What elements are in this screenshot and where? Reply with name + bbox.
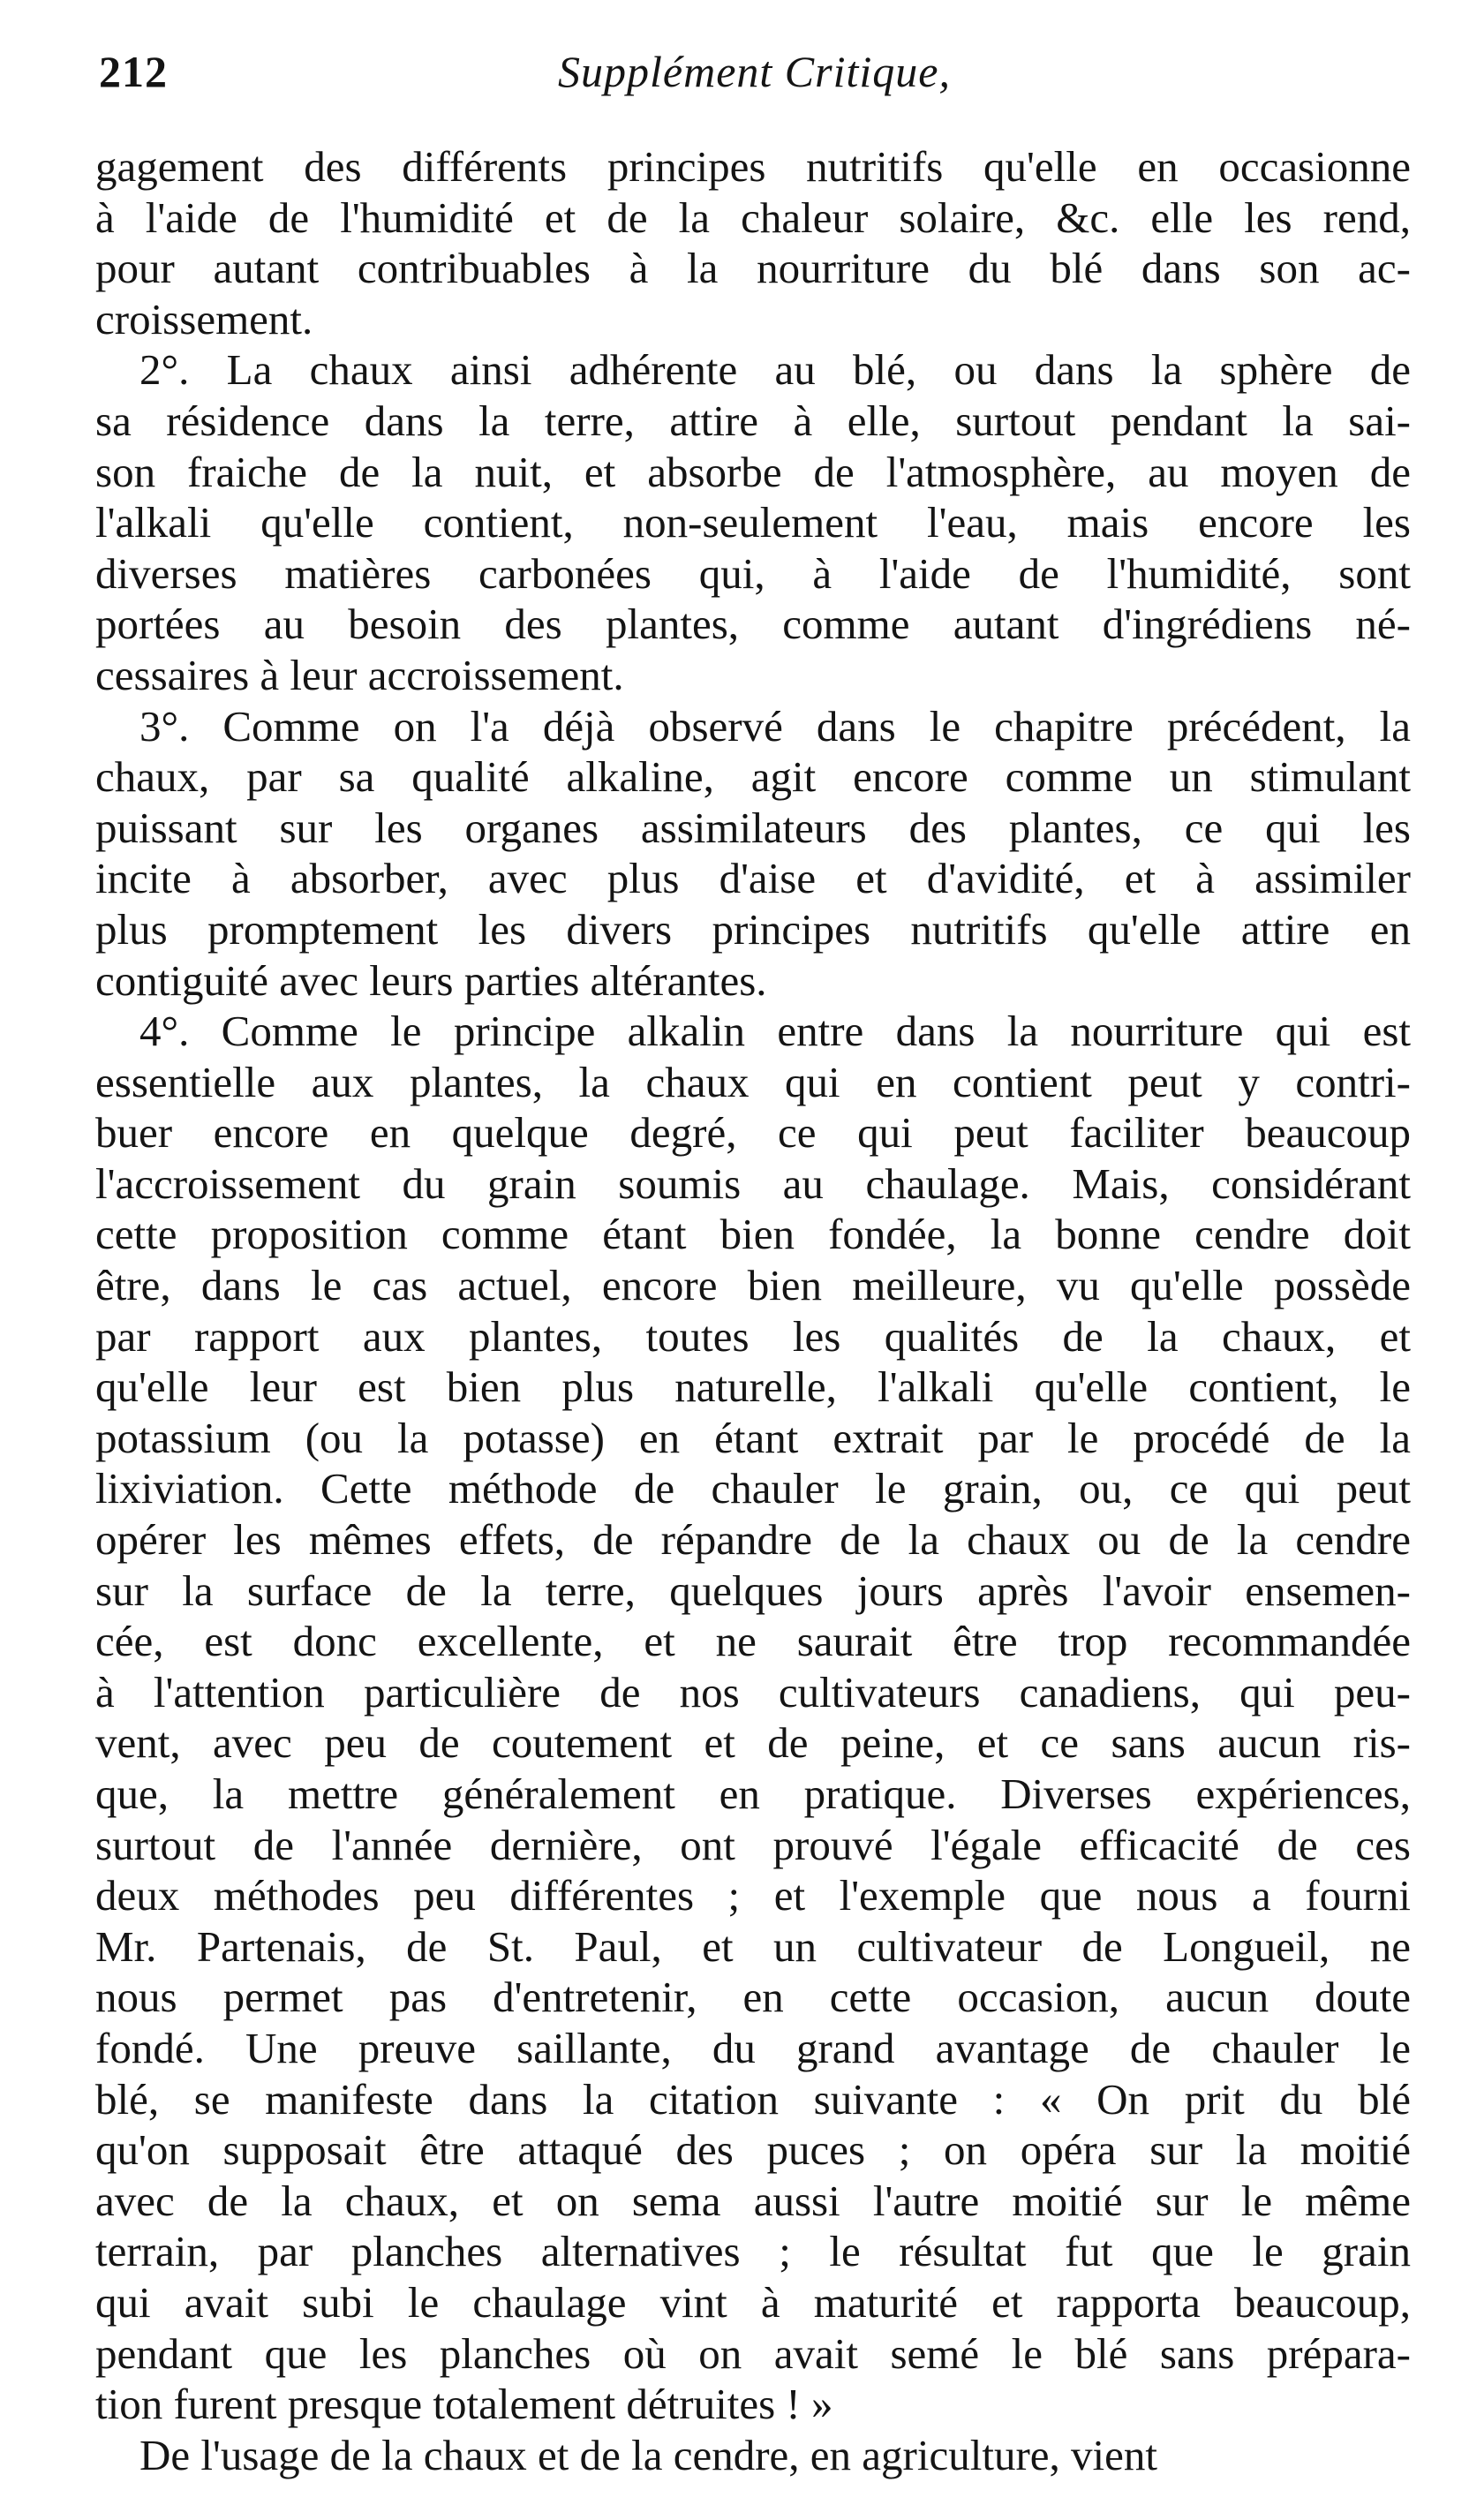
body-text [95,141,1411,2480]
text-line: cette proposition comme étant bien fondée, la bonne cendre doit [95,1210,1411,1259]
text-line: qu'on supposait être attaqué des puces ; on opéra sur la moitié [95,2125,1411,2175]
text-line: contiguité avec leurs parties altérantes. [95,955,767,1005]
text-line: diverses matières carbonées qui, à l'aide de l'humidité, sont [95,548,1411,598]
text-line: plus promptement les divers principes nutritifs qu'elle attire en [95,904,1411,954]
text-line: portées au besoin des plantes, comme autant d'ingrédiens né- [95,600,1411,649]
text-line: pendant que les planches où on avait semé le blé sans prépara- [95,2328,1411,2378]
text-line: buer encore en quelque degré, ce qui peut faciliter beaucoup [95,1108,1411,1158]
text-line: chaux, par sa qualité alkaline, agit encore comme un stimulant [95,752,1411,802]
text-line: l'accroissement du grain soumis au chaulage. Mais, considérant [95,1158,1411,1208]
text-line: qu'elle leur est bien plus naturelle, l'alkali qu'elle contient, le [95,1362,1411,1412]
text-line: surtout de l'année dernière, ont prouvé l'égale efficacité de ces [95,1820,1411,1869]
text-line: incite à absorber, avec plus d'aise et d'avidité, et à assimiler [95,854,1411,903]
text-line: 4°. Comme le principe alkalin entre dans la nourriture qui est [139,1007,1411,1056]
text-line: l'alkali qu'elle contient, non-seulement l'eau, mais encore les [95,498,1411,547]
text-line: sur la surface de la terre, quelques jours après l'avoir ensemen- [95,1566,1411,1615]
text-line: pour autant contribuables à la nourriture du blé dans son ac- [95,244,1411,293]
text-line: lixiviation. Cette méthode de chauler le grain, ou, ce qui peut [95,1464,1411,1513]
text-line: tion furent presque totalement détruites ! » [95,2380,833,2429]
text-line: blé, se manifeste dans la citation suivante : « On prit du blé [95,2074,1411,2124]
text-line: fondé. Une preuve saillante, du grand avantage de chauler le [95,2023,1411,2072]
running-title: Supplément Critique, [558,47,951,96]
text-line: opérer les mêmes effets, de répandre de la chaux ou de la cendre [95,1515,1411,1565]
text-line: à l'attention particulière de nos cultivateurs canadiens, qui peu- [95,1667,1411,1716]
text-line: cessaires à leur accroissement. [95,650,624,699]
text-line: croissement. [95,294,313,343]
text-line: De l'usage de la chaux et de la cendre, en agriculture, vient [139,2430,1157,2479]
text-line: potassium (ou la potasse) en étant extrait par le procédé de la [95,1413,1411,1462]
text-line: que, la mettre généralement en pratique. Diverses expériences, [95,1769,1411,1818]
text-line: à l'aide de l'humidité et de la chaleur solaire, &c. elle les rend, [95,192,1411,242]
text-line: deux méthodes peu différentes ; et l'exemple que nous a fourni [95,1871,1411,1920]
text-line: par rapport aux plantes, toutes les qualités de la chaux, et [95,1311,1411,1361]
text-line: nous permet pas d'entretenir, en cette occasion, aucun doute [95,1973,1411,2022]
text-line: gagement des différents principes nutritifs qu'elle en occasionne [95,142,1411,191]
text-line: qui avait subi le chaulage vint à maturité et rapporta beaucoup, [95,2277,1411,2327]
text-line: sa résidence dans la terre, attire à elle, surtout pendant la sai- [95,396,1411,445]
text-line: cée, est donc excellente, et ne saurait être trop recommandée [95,1617,1411,1666]
text-line: vent, avec peu de coutement et de peine, et ce sans aucun ris- [95,1718,1411,1768]
text-line: Mr. Partenais, de St. Paul, et un cultivateur de Longueil, ne [95,1921,1411,1971]
text-line: 3°. Comme on l'a déjà observé dans le chapitre précédent, la [139,701,1411,751]
text-line: puissant sur les organes assimilateurs des plantes, ce qui les [95,803,1411,852]
text-line: essentielle aux plantes, la chaux qui en contient peut y contri- [95,1057,1411,1106]
text-line: son fraiche de la nuit, et absorbe de l'atmosphère, au moyen de [95,447,1411,496]
page-number: 212 [99,47,168,96]
text-line: être, dans le cas actuel, encore bien meilleure, vu qu'elle possède [95,1261,1411,1310]
page-header [99,46,1379,117]
text-line: 2°. La chaux ainsi adhérente au blé, ou dans la sphère de [139,345,1411,395]
text-line: terrain, par planches alternatives ; le résultat fut que le grain [95,2227,1411,2276]
text-line: avec de la chaux, et on sema aussi l'autre moitié sur le même [95,2176,1411,2225]
